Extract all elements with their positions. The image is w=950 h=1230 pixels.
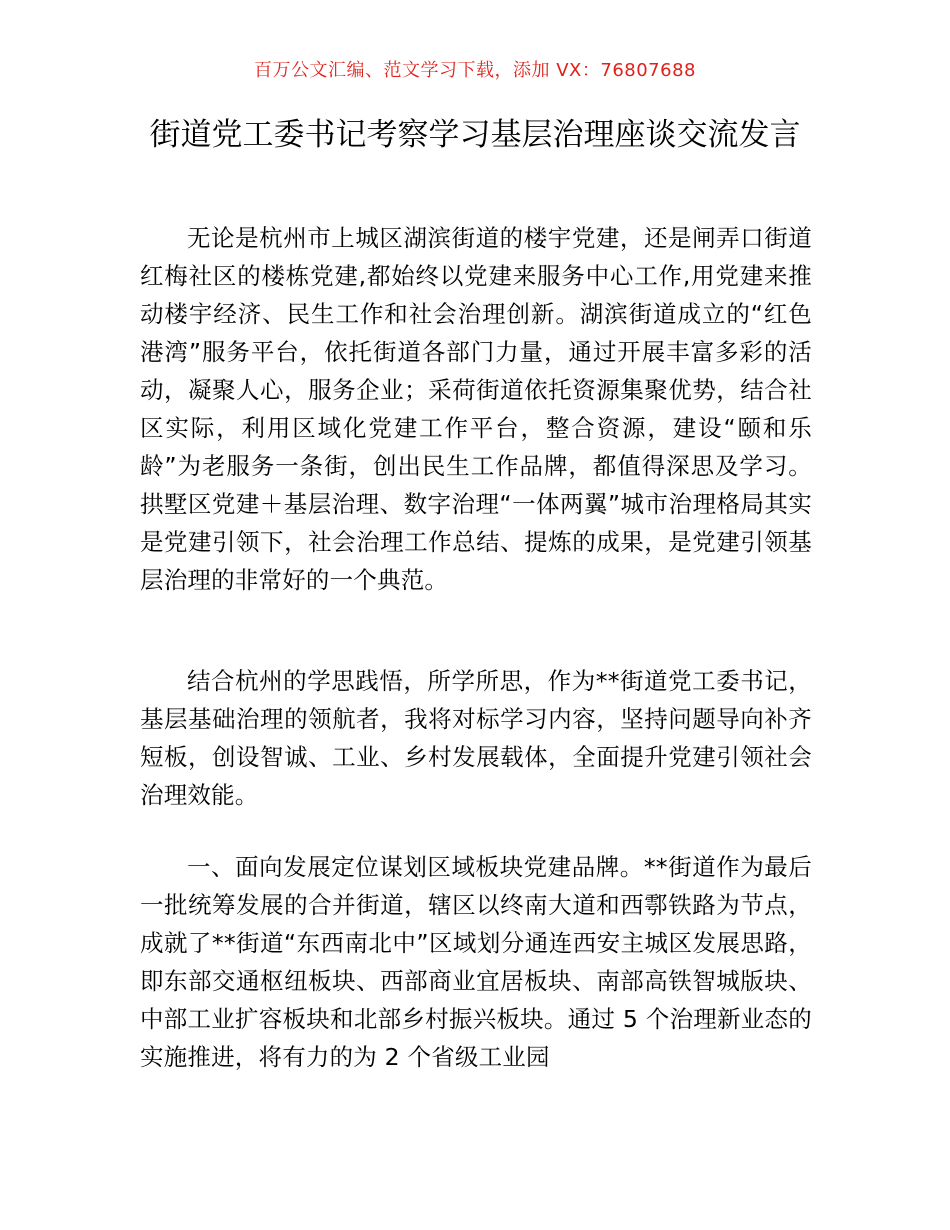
paragraph-2: 结合杭州的学思践悟，所学所思，作为**街道党工委书记，基层基础治理的领航者，我将对标学习内容，坚持问题导向补齐短板，创设智诚、工业、乡村发展载体，全面提升党建引领社会治理效能。: [140, 667, 812, 809]
header-ad-note: 百万公文汇编、范文学习下载，添加 VX：76807688: [254, 60, 696, 81]
paragraph-1: 无论是杭州市上城区湖滨街道的楼宇党建，还是闸弄口街道红梅社区的楼栋党建,都始终以党建来服务中心工作,用党建来推动楼宇经济、民生工作和社会治理创新。湖滨街道成立的“红色港湾”服务平台，依托街道各部门力量，通过开展丰富多彩的活动，凝聚人心，服务企业；采荷街道依托资源集聚优势，结合社区实际，利用区域化党建工作平台，整合资源，建设“颐和乐龄”为老服务一条街，创出民生工作品牌，都值得深思及学习。拱墅区党建＋基层治理、数字治理“一体两翼”城市治理格局其实是党建引领下，社会治理工作总结、提炼的成果，是党建引领基层治理的非常好的一个典范。: [140, 224, 812, 594]
paragraph-3: 一、面向发展定位谋划区域板块党建品牌。**街道作为最后一批统筹发展的合并街道，辖区以终南大道和西鄠铁路为节点，成就了**街道“东西南北中”区域划分通连西安主城区发展思路，即东部交通枢纽板块、西部商业宜居板块、南部高铁智城版块、中部工业扩容板块和北部乡村振兴板块。通过 5 个治理新业态的实施推进，将有力的为 2 个省级工业园: [140, 853, 812, 1071]
document-title: 街道党工委书记考察学习基层治理座谈交流发言: [149, 117, 801, 153]
